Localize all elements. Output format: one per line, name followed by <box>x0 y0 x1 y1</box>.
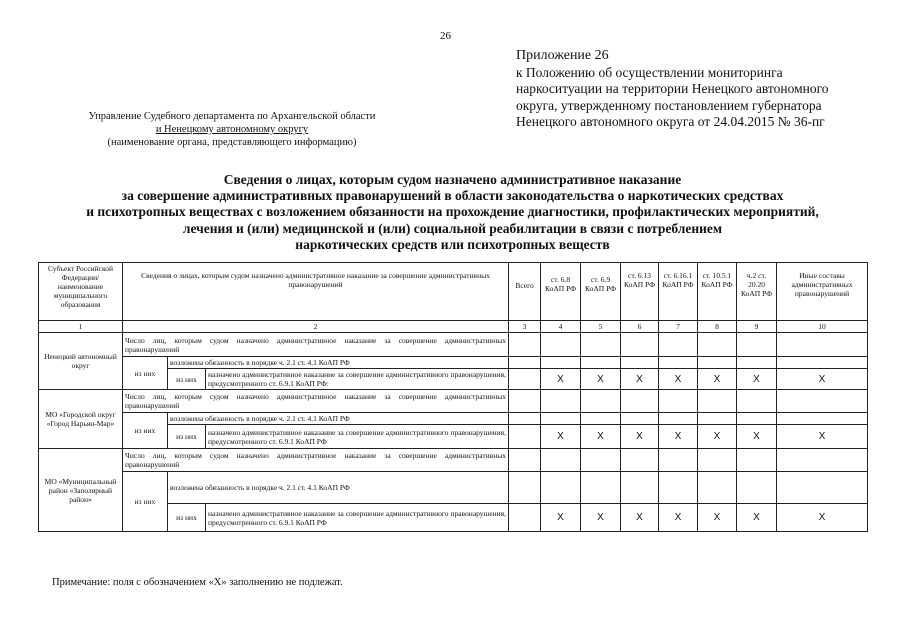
row-label-count: Число лиц, которым судом назначено административное наказание за совершение административных правонарушений <box>123 333 509 357</box>
data-cell[interactable] <box>698 472 737 504</box>
appendix-title: Приложение 26 <box>516 48 609 63</box>
data-cell[interactable] <box>777 357 868 369</box>
appendix-line: наркоситуации на территории Ненецкого автономного <box>516 81 829 96</box>
row-label-obliged: возложена обязанность в порядке ч. 2.1 ст. 4.1 КоАП РФ <box>168 472 509 504</box>
x-mark: X <box>621 504 659 532</box>
header-art-20-20: ч.2 ст. 20.20 КоАП РФ <box>737 263 777 321</box>
data-cell[interactable] <box>581 333 621 357</box>
data-cell[interactable] <box>621 390 659 413</box>
appendix-line: к Положению об осуществлении мониторинга <box>516 64 783 80</box>
col-number: 7 <box>659 321 698 333</box>
data-cell[interactable] <box>581 449 621 472</box>
x-mark: X <box>581 504 621 532</box>
data-cell[interactable] <box>777 390 868 413</box>
x-mark: X <box>659 504 698 532</box>
col-number: 3 <box>509 321 541 333</box>
x-mark: X <box>698 425 737 449</box>
data-cell[interactable] <box>581 390 621 413</box>
x-mark: X <box>621 369 659 390</box>
data-cell[interactable] <box>659 390 698 413</box>
x-mark: X <box>698 369 737 390</box>
data-cell[interactable] <box>737 357 777 369</box>
col-number: 9 <box>737 321 777 333</box>
x-mark: X <box>737 369 777 390</box>
x-mark: X <box>541 504 581 532</box>
x-mark: X <box>777 504 868 532</box>
data-cell[interactable] <box>509 333 541 357</box>
x-mark: X <box>541 425 581 449</box>
header-art-6-16-1: ст. 6.16.1 КоАП РФ <box>659 263 698 321</box>
data-cell[interactable] <box>509 357 541 369</box>
data-cell[interactable] <box>509 390 541 413</box>
x-mark: X <box>581 425 621 449</box>
report-table <box>38 262 868 532</box>
table-row <box>39 357 868 369</box>
data-cell[interactable] <box>509 504 541 532</box>
appendix-line: Ненецкого автономного округа от 24.04.2015 № 36-пг <box>516 114 825 129</box>
data-cell[interactable] <box>581 357 621 369</box>
data-cell[interactable] <box>621 357 659 369</box>
row-label-count: Число лиц, которым судом назначено административное наказание за совершение административных правонарушений <box>123 449 509 472</box>
page-number: 26 <box>440 30 451 42</box>
data-cell[interactable] <box>509 472 541 504</box>
header-art-6-13: ст. 6.13 КоАП РФ <box>621 263 659 321</box>
org-caption: (наименование органа, представляющего информацию) <box>107 137 357 148</box>
heading-line: за совершение административных правонарушений в области законодательства о наркотических средствах <box>121 188 784 204</box>
of-them-label: из них <box>123 472 168 532</box>
data-cell[interactable] <box>777 449 868 472</box>
data-cell[interactable] <box>737 390 777 413</box>
of-them-label: из них <box>123 413 168 449</box>
data-cell[interactable] <box>698 333 737 357</box>
row-label-assigned: назначено административное наказание за совершение административного правонарушения, предусмотренного ст. 6.9.1 КоАП РФ <box>206 425 509 449</box>
data-cell[interactable] <box>509 413 541 425</box>
heading-line: и психотропных веществах с возложением обязанности на прохождение диагностики, профилактических мероприятий, <box>86 204 819 220</box>
header-subject: Субъект Российской Федерации/наименование муниципального образования <box>39 263 123 321</box>
of-them-label: из них <box>168 504 206 532</box>
appendix-block <box>516 48 876 131</box>
data-cell[interactable] <box>621 472 659 504</box>
x-mark: X <box>621 425 659 449</box>
data-cell[interactable] <box>541 333 581 357</box>
data-cell[interactable] <box>777 472 868 504</box>
col-number: 1 <box>39 321 123 333</box>
x-mark: X <box>777 369 868 390</box>
data-cell[interactable] <box>698 390 737 413</box>
table-row <box>39 390 868 413</box>
data-cell[interactable] <box>698 413 737 425</box>
data-cell[interactable] <box>581 413 621 425</box>
data-cell[interactable] <box>621 449 659 472</box>
data-cell[interactable] <box>737 333 777 357</box>
data-cell[interactable] <box>659 449 698 472</box>
data-cell[interactable] <box>659 357 698 369</box>
header-art-6-8: ст. 6.8 КоАП РФ <box>541 263 581 321</box>
header-info: Сведения о лицах, которым судом назначено административное наказание за совершение административных правонарушений <box>123 263 509 321</box>
x-mark: X <box>659 425 698 449</box>
heading-line: лечения и (или) медицинской и (или) социальной реабилитации в связи с потреблением <box>182 220 723 236</box>
region-name: Ненецкий автономный округ <box>39 333 123 390</box>
data-cell[interactable] <box>541 449 581 472</box>
data-cell[interactable] <box>621 333 659 357</box>
table-row <box>39 333 868 357</box>
header-art-10-5-1: ст. 10.5.1 КоАП РФ <box>698 263 737 321</box>
data-cell[interactable] <box>541 357 581 369</box>
data-cell[interactable] <box>698 449 737 472</box>
data-cell[interactable] <box>509 425 541 449</box>
report-heading <box>40 172 865 253</box>
data-cell[interactable] <box>541 390 581 413</box>
column-number-row <box>39 321 868 333</box>
of-them-label: из них <box>168 425 206 449</box>
col-number: 2 <box>123 321 509 333</box>
x-mark: X <box>777 425 868 449</box>
reporting-organization <box>62 110 402 149</box>
col-number: 8 <box>698 321 737 333</box>
of-them-label: из них <box>168 369 206 390</box>
org-name-line2: и Ненецкому автономному округу <box>155 124 309 135</box>
header-total: Всего <box>509 263 541 321</box>
data-cell[interactable] <box>737 413 777 425</box>
footnote: Примечание: поля с обозначением «X» заполнению не подлежат. <box>52 577 343 588</box>
x-mark: X <box>581 369 621 390</box>
region-name: МО «Муниципальный район «Заполярный район» <box>39 449 123 532</box>
heading-line: Сведения о лицах, которым судом назначено административное наказание <box>223 172 682 187</box>
data-cell[interactable] <box>541 472 581 504</box>
x-mark: X <box>541 369 581 390</box>
table-row <box>39 413 868 425</box>
data-cell[interactable] <box>509 449 541 472</box>
data-cell[interactable] <box>509 369 541 390</box>
heading-line: наркотических средств или психотропных веществ <box>295 236 610 252</box>
region-name: МО «Городской округ «Город Нарьян-Мар» <box>39 390 123 449</box>
data-cell[interactable] <box>737 449 777 472</box>
data-cell[interactable] <box>659 333 698 357</box>
org-name-line1: Управление Судебного департамента по Архангельской области <box>88 111 376 122</box>
header-row <box>39 263 868 321</box>
of-them-label: из них <box>123 357 168 390</box>
col-number: 4 <box>541 321 581 333</box>
row-label-assigned: назначено административное наказание за совершение административного правонарушения, предусмотренного ст. 6.9.1 КоАП РФ <box>206 504 509 532</box>
header-art-6-9: ст. 6.9 КоАП РФ <box>581 263 621 321</box>
col-number: 10 <box>777 321 868 333</box>
data-cell[interactable] <box>777 333 868 357</box>
table-row <box>39 449 868 472</box>
row-label-obliged: возложена обязанность в порядке ч. 2.1 ст. 4.1 КоАП РФ <box>168 413 509 425</box>
header-other: Иные составы административных правонарушений <box>777 263 868 321</box>
data-cell[interactable] <box>737 472 777 504</box>
data-cell[interactable] <box>581 472 621 504</box>
row-label-obliged: возложена обязанность в порядке ч. 2.1 ст. 4.1 КоАП РФ <box>168 357 509 369</box>
row-label-assigned: назначено административное наказание за совершение административного правонарушения, предусмотренного ст. 6.9.1 КоАП РФ: <box>206 369 509 390</box>
data-cell[interactable] <box>659 413 698 425</box>
data-cell[interactable] <box>659 472 698 504</box>
x-mark: X <box>698 504 737 532</box>
data-cell[interactable] <box>621 413 659 425</box>
row-label-count: Число лиц, которым судом назначено административное наказание за совершение административных правонарушений <box>123 390 509 413</box>
col-number: 6 <box>621 321 659 333</box>
appendix-line: округа, утвержденному постановлением губернатора <box>516 97 822 113</box>
x-mark: X <box>737 504 777 532</box>
col-number: 5 <box>581 321 621 333</box>
data-cell[interactable] <box>541 413 581 425</box>
x-mark: X <box>659 369 698 390</box>
x-mark: X <box>737 425 777 449</box>
data-cell[interactable] <box>777 413 868 425</box>
data-cell[interactable] <box>698 357 737 369</box>
table-row <box>39 472 868 504</box>
